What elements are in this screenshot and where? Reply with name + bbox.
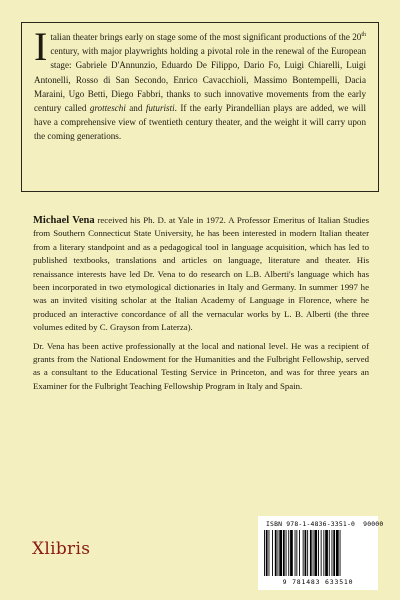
- barcode-bar: [332, 530, 333, 576]
- author-name: Michael Vena: [33, 215, 95, 226]
- isbn-barcode: [258, 516, 384, 590]
- bio-paragraph-2: Dr. Vena has been active professionally at the local and national level. He was a recipient of grants from the National Endowment for the Humanities and the Fulbright Fellowship, served as a consultant to the Educational Testing Service in Princeton, and was for three years an Examiner for the Fulbright Teaching Fellowship Program in Italy and Spain.: [33, 340, 369, 391]
- barcode-bar: [283, 530, 285, 576]
- blurb-part-3: . If the early Pirandellian plays are added, we will have a comprehensive view of twentieth century theater, and the weight it will carry upon the coming generations.: [34, 103, 366, 142]
- barcode-bar: [295, 530, 296, 576]
- blurb-box: [21, 22, 379, 192]
- barcode-bar: [333, 530, 335, 576]
- barcode-bar: [269, 530, 270, 576]
- barcode-bar: [336, 530, 339, 576]
- publisher-logo: Xlibris: [32, 539, 91, 559]
- barcode-digits: 9 781483 633510: [282, 578, 354, 586]
- barcode-bar: [296, 530, 297, 576]
- barcode-bar: [299, 530, 300, 576]
- barcode-bar: [303, 530, 304, 576]
- barcode-bar: [313, 530, 314, 576]
- barcode-bar: [288, 530, 289, 576]
- blurb-and: and: [125, 103, 146, 114]
- barcode-bar: [325, 530, 328, 576]
- barcode-bar: [329, 530, 330, 576]
- barcode-bar: [286, 530, 287, 576]
- barcode-bar: [264, 530, 265, 576]
- barcode-bar: [314, 530, 317, 576]
- barcode-bar: [323, 530, 324, 576]
- barcode-bar: [307, 530, 308, 576]
- barcode-bar: [266, 530, 268, 576]
- author-bio: [33, 214, 369, 398]
- barcode-bar: [310, 530, 312, 576]
- bio-text-1: received his Ph. D. at Yale in 1972. A Professor Emeritus of Italian Studies from Southern Connecticut State University, he has been interested in modern Italian theater from a literary standpoint and as a pedagogical tool in language acquisition, which has led to published textbooks, translations and articles on language, literature and theater. His renaissance interests have led Dr. Vena to do research on L.B. Alberti's language which has been incorporated in two etymological dictionaries in Italy and Germany. In summer 1997 he was an invited visiting scholar at the Italian Academy of Language in Florence, where he produced an interactive concordance of all the vernacular works by L. B. Alberti (the three volumes edited by C. Grayson from Laterza).: [33, 215, 369, 333]
- barcode-bar: [278, 530, 279, 576]
- bio-paragraph-1: [33, 214, 369, 335]
- barcode-bar: [279, 530, 282, 576]
- barcode-bar: [321, 530, 322, 576]
- barcode-bars: [262, 530, 374, 578]
- barcode-bar: [272, 530, 273, 576]
- barcode-bar: [340, 530, 341, 576]
- isbn-number: ISBN 978-1-4836-3351-0: [266, 520, 356, 528]
- drop-cap: I: [34, 24, 48, 69]
- isbn-label: [266, 520, 383, 528]
- blurb-part-1: talian theater brings early on stage some of the most significant productions of the 20: [50, 32, 362, 42]
- barcode-bar: [305, 530, 307, 576]
- barcode-bar: [275, 530, 277, 576]
- barcode-bar: [290, 530, 293, 576]
- blurb-italic-grotteschi: grotteschi: [89, 103, 126, 114]
- blurb-part-2: century, with major playwrights holding a pivotal role in the renewal of the European stage: Gabriele D'Annunzio, Eduardo De Filippo, Dario Fo, Luigi Chiarelli, Luigi Antonelli, Rosso di San Secondo, Enrico Cavacchioli, Massimo Bontempelli, Dacia Maraini, Ugo Betti, Diego Fabbri, thanks to such innovative movements from the early century called: [34, 46, 366, 114]
- blurb-text: [34, 24, 366, 144]
- blurb-superscript: th: [361, 31, 366, 38]
- barcode-bar: [318, 530, 319, 576]
- price-code: 90000: [363, 520, 384, 528]
- blurb-italic-futuristi: futuristi: [145, 103, 175, 114]
